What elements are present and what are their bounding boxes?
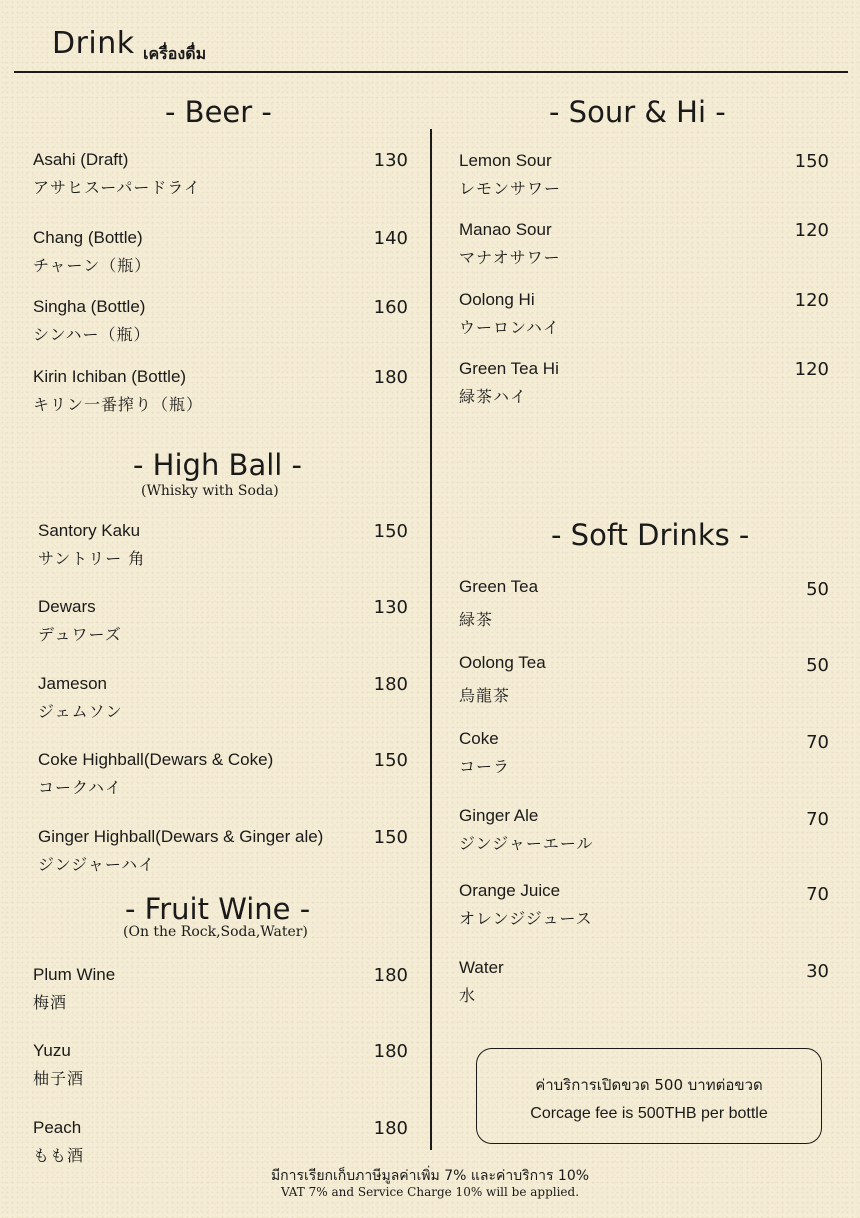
menu-item xyxy=(33,1118,408,1168)
menu-item xyxy=(459,881,829,931)
item-japanese-name: レモンサワー xyxy=(459,179,562,198)
fruit-wine-section-title: - Fruit Wine - xyxy=(125,892,311,926)
highball-section-title: - High Ball - xyxy=(133,448,303,482)
item-japanese-name: コークハイ xyxy=(38,778,123,797)
item-name: Green Tea xyxy=(459,577,539,596)
item-price: 70 xyxy=(806,809,829,830)
menu-item xyxy=(33,228,408,278)
column-divider xyxy=(430,129,432,1150)
item-price: 180 xyxy=(373,965,408,986)
soft-drinks-section-title: - Soft Drinks - xyxy=(551,518,750,552)
item-price: 130 xyxy=(373,597,408,618)
tax-notice-thai: มีการเรียกเก็บภาษีมูลค่าเพิ่ม 7% และค่าบริการ 10% xyxy=(270,1168,590,1184)
corkage-fee-english: Corcage fee is 500THB per bottle xyxy=(530,1105,768,1122)
item-name: Ginger Highball(Dewars & Ginger ale) xyxy=(38,827,324,846)
item-name: Oolong Tea xyxy=(459,653,546,672)
item-japanese-name: デュワーズ xyxy=(38,625,122,644)
item-japanese-name: オレンジジュース xyxy=(459,909,593,928)
item-price: 180 xyxy=(373,1118,408,1139)
menu-item xyxy=(459,577,829,627)
item-name: Oolong Hi xyxy=(459,290,535,309)
item-name: Chang (Bottle) xyxy=(33,228,143,247)
item-japanese-name: キリン一番搾り（瓶） xyxy=(33,395,204,414)
item-japanese-name: シンハー（瓶） xyxy=(33,325,151,344)
item-japanese-name: ジンジャーエール xyxy=(459,834,594,853)
item-name: Ginger Ale xyxy=(459,806,539,825)
menu-item xyxy=(459,958,829,1008)
item-price: 150 xyxy=(373,827,408,848)
item-japanese-name: チャーン（瓶） xyxy=(33,256,152,275)
item-name: Asahi (Draft) xyxy=(33,150,129,169)
item-name: Kirin Ichiban (Bottle) xyxy=(33,367,187,386)
menu-item xyxy=(33,965,408,1015)
item-japanese-name: サントリー 角 xyxy=(38,549,146,568)
item-price: 50 xyxy=(806,655,829,676)
menu-item xyxy=(459,806,829,856)
item-price: 70 xyxy=(806,884,829,905)
item-price: 50 xyxy=(806,579,829,600)
menu-item xyxy=(38,674,408,724)
item-name: Plum Wine xyxy=(33,965,116,984)
item-japanese-name: 水 xyxy=(459,986,477,1005)
item-name: Lemon Sour xyxy=(459,151,552,170)
item-name: Green Tea Hi xyxy=(459,359,559,378)
menu-item xyxy=(459,729,829,779)
item-japanese-name: 柚子酒 xyxy=(33,1069,85,1088)
menu-item xyxy=(33,367,408,417)
menu-item xyxy=(33,297,408,347)
item-name: Coke Highball(Dewars & Coke) xyxy=(38,750,274,769)
item-name: Yuzu xyxy=(33,1041,71,1060)
item-japanese-name: ジンジャーハイ xyxy=(38,855,156,874)
menu-item xyxy=(38,750,408,800)
item-price: 140 xyxy=(373,228,408,249)
item-name: Jameson xyxy=(38,674,107,693)
item-price: 130 xyxy=(373,150,408,171)
item-japanese-name: ジェムソン xyxy=(38,702,123,721)
menu-item xyxy=(38,827,408,877)
item-japanese-name: 緑茶 xyxy=(459,610,494,629)
item-price: 160 xyxy=(373,297,408,318)
corkage-fee-box xyxy=(476,1048,822,1144)
item-japanese-name: コーラ xyxy=(459,757,511,776)
menu-item xyxy=(38,597,408,647)
item-name: Dewars xyxy=(38,597,96,616)
item-price: 180 xyxy=(373,1041,408,1062)
item-japanese-name: もも酒 xyxy=(33,1146,85,1165)
beer-section-title: - Beer - xyxy=(165,95,272,129)
menu-item xyxy=(459,359,829,409)
menu-item xyxy=(459,151,829,201)
item-price: 120 xyxy=(794,220,829,241)
menu-item xyxy=(459,653,829,703)
sour-hi-section-title: - Sour & Hi - xyxy=(549,95,726,129)
item-japanese-name: 緑茶ハイ xyxy=(459,387,528,406)
item-price: 150 xyxy=(373,521,408,542)
item-name: Santory Kaku xyxy=(38,521,141,540)
highball-subtitle: (Whisky with Soda) xyxy=(141,483,279,499)
item-price: 150 xyxy=(794,151,829,172)
menu-title: Drink xyxy=(52,26,135,61)
item-japanese-name: マナオサワー xyxy=(459,248,561,267)
item-name: Manao Sour xyxy=(459,220,552,239)
item-japanese-name: 烏龍茶 xyxy=(459,686,511,705)
header-divider xyxy=(14,71,848,73)
item-price: 120 xyxy=(794,290,829,311)
item-name: Coke xyxy=(459,729,499,748)
item-price: 30 xyxy=(806,961,829,982)
menu-title-thai: เครื่องดื่ม xyxy=(143,44,207,63)
menu-item xyxy=(459,290,829,340)
fruit-wine-subtitle: (On the Rock,Soda,Water) xyxy=(123,924,308,940)
item-name: Water xyxy=(459,958,504,977)
item-japanese-name: 梅酒 xyxy=(33,993,68,1012)
item-price: 120 xyxy=(794,359,829,380)
item-name: Orange Juice xyxy=(459,881,561,900)
menu-item xyxy=(33,1041,408,1091)
menu-item xyxy=(38,521,408,571)
corkage-fee-thai: ค่าบริการเปิดขวด 500 บาทต่อขวด xyxy=(535,1076,763,1094)
menu-item xyxy=(459,220,829,270)
tax-notice-english: VAT 7% and Service Charge 10% will be applied. xyxy=(280,1185,580,1199)
item-price: 70 xyxy=(806,732,829,753)
item-price: 180 xyxy=(373,367,408,388)
item-japanese-name: ウーロンハイ xyxy=(459,318,560,337)
item-name: Singha (Bottle) xyxy=(33,297,146,316)
item-japanese-name: アサヒスーパードライ xyxy=(33,178,201,197)
item-price: 180 xyxy=(373,674,408,695)
item-name: Peach xyxy=(33,1118,82,1137)
menu-item xyxy=(33,150,408,200)
item-price: 150 xyxy=(373,750,408,771)
